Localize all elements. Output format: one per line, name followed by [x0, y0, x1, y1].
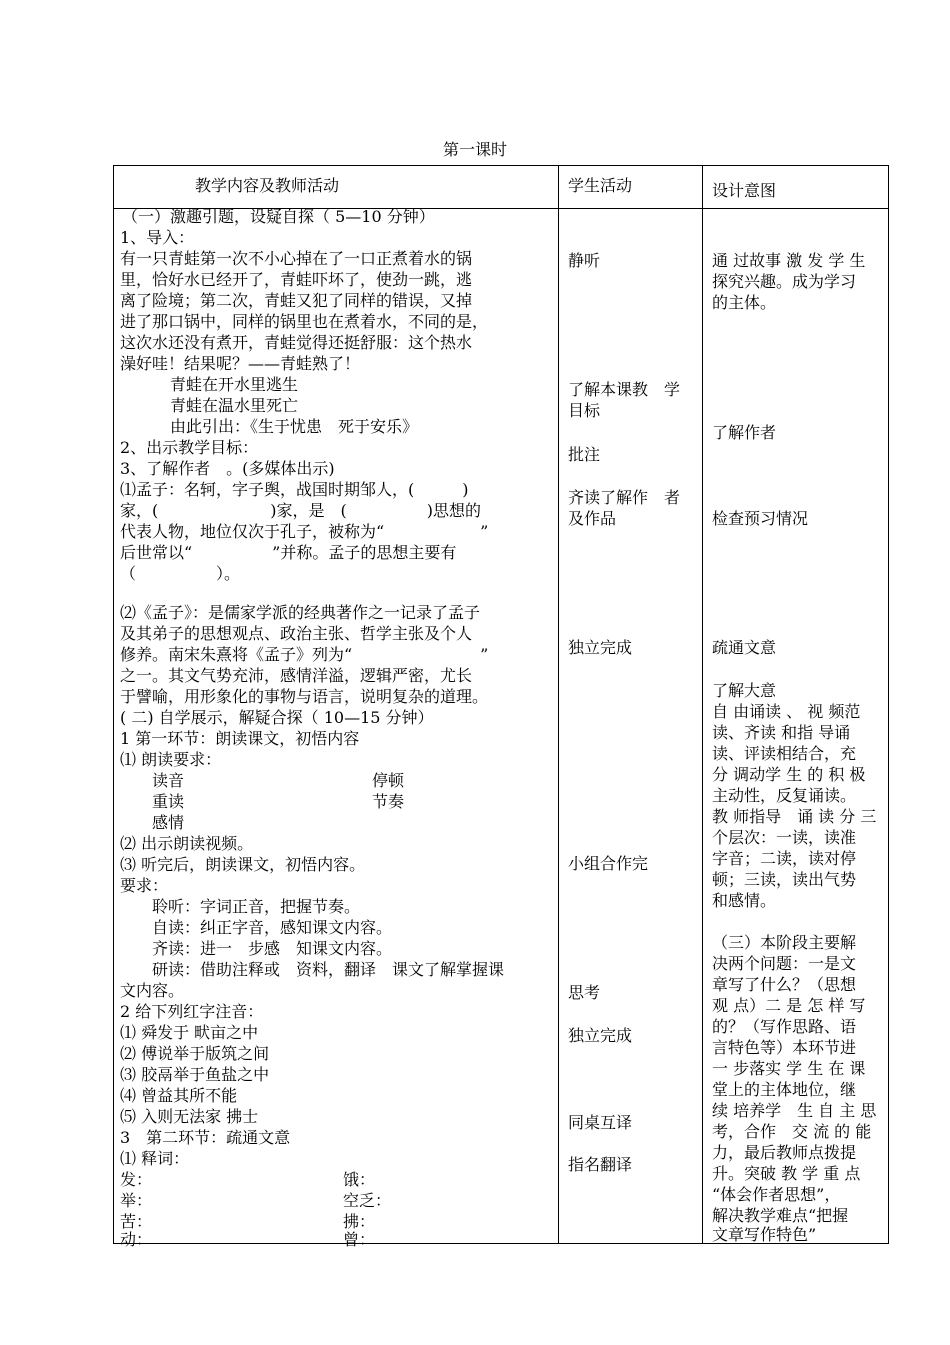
header-design-intent: 设计意图 — [712, 181, 777, 200]
study-read-line-2: 文内容。 — [120, 981, 185, 1000]
author-heading: 3、了解作者 。(多媒体出示) — [120, 459, 335, 478]
book-line-5: 于譬喻，用形象化的事物与语言，说明复杂的道理。 — [120, 687, 489, 706]
section-two-heading: ( 二) 自学展示，解疑合探（ 10—15 分钟） — [120, 708, 434, 727]
listen-read-line: ⑶ 听完后，朗读课文，初悟内容。 — [120, 855, 366, 874]
mencius-line-1: ⑴孟子：名轲，字子舆，战国时期邹人，( ) — [120, 480, 469, 499]
intro-heading: 1、导入： — [120, 228, 195, 247]
section-one-heading: （一）激趣引题，设疑自探（ 5—10 分钟） — [122, 207, 435, 226]
word-zeng: 曾： — [343, 1230, 376, 1249]
header-teaching-content: 教学内容及教师活动 — [195, 176, 340, 195]
book-line-3: 修养。南宋朱熹将《孟子》列为“ ” — [120, 645, 489, 664]
word-dong: 动： — [120, 1230, 153, 1249]
intent-line-14: 个层次：一读，读准 — [712, 828, 857, 847]
student-independent-2: 独立完成 — [568, 1026, 633, 1045]
header-student-activity: 学生活动 — [568, 176, 633, 195]
req-rhythm: 节奏 — [372, 792, 405, 811]
intent-line-2: 探究兴趣。成为学习 — [712, 272, 857, 291]
study-read-line-1: 研读：借助注释或 资料，翻译 课文了解掌握课 — [152, 960, 505, 979]
intent-line-26: 续 培养学 生 自 主 思 — [712, 1101, 877, 1120]
req-pronunciation: 读音 — [152, 771, 185, 790]
phonetic-item-2: ⑵ 傅说举于版筑之间 — [120, 1044, 270, 1063]
book-line-4: 之一。其文气势充沛，感情洋溢，逻辑严密，尤长 — [120, 666, 473, 685]
intent-line-29: 升。突破 教 学 重 点 — [712, 1164, 861, 1183]
mencius-line-4: 后世常以“ ”并称。孟子的思想主要有 — [120, 543, 457, 562]
book-line-2: 及其弟子的思想观点、政治主张、哲学主张及个人 — [120, 624, 473, 643]
self-read-line: 自读：纠正字音，感知课文内容。 — [152, 918, 393, 937]
table-border-left — [113, 165, 114, 1244]
word-e: 饿： — [343, 1170, 376, 1189]
intent-line-22: 的？（写作思路、语 — [712, 1017, 857, 1036]
intent-line-12: 主动性，反复诵读。 — [712, 786, 857, 805]
objectives-heading: 2、出示教学目标： — [120, 438, 259, 457]
table-column-divider-1 — [558, 165, 559, 1244]
student-author-1: 齐读了解作 者 — [568, 488, 681, 507]
lead-in-title-line: 由此引出：《生于忧患 死于安乐》 — [170, 417, 419, 436]
student-author-2: 及作品 — [568, 509, 617, 528]
intent-line-7: 了解大意 — [712, 681, 777, 700]
student-listen: 静听 — [568, 251, 601, 270]
frog-death-line: 青蛙在温水里死亡 — [170, 396, 299, 415]
page-title: 第一课时 — [442, 140, 507, 159]
intent-line-11: 分 调动学 生 的 积 极 — [712, 765, 866, 784]
req-stress: 重读 — [152, 792, 185, 811]
video-line: ⑵ 出示朗读视频。 — [120, 834, 254, 853]
student-objectives-1: 了解本课教 学 — [568, 380, 681, 399]
intent-line-31: 解决教学难点“把握 — [712, 1206, 849, 1225]
intent-line-30: “体会作者思想”， — [712, 1185, 841, 1204]
word-fu: 拂： — [343, 1212, 376, 1231]
intent-line-15: 字音；二读，读对停 — [712, 849, 857, 868]
table-border-right — [888, 165, 889, 1244]
word-kongfa: 空乏： — [343, 1191, 392, 1210]
intent-line-9: 读、齐读 和指 导诵 — [712, 723, 851, 742]
listen-line: 聆听：字词正音，把握节奏。 — [152, 897, 361, 916]
mencius-line-2: 家，( )家，是 ( )思想的 — [120, 501, 481, 520]
story-line-6: 澡好哇！结果呢？——青蛙熟了！ — [120, 354, 361, 373]
phonetic-item-3: ⑶ 胶鬲举于鱼盐之中 — [120, 1065, 270, 1084]
student-objectives-2: 目标 — [568, 401, 601, 420]
word-explain-label: ⑴ 释词： — [120, 1149, 190, 1168]
word-fa: 发： — [120, 1170, 153, 1189]
intent-line-1: 通 过故事 激 发 学 生 — [712, 251, 866, 270]
step-two-heading: 3 第二环节：疏通文意 — [120, 1128, 291, 1147]
word-ku: 苦： — [120, 1212, 153, 1231]
phonetic-item-5: ⑸ 入则无法家 拂士 — [120, 1107, 259, 1126]
intent-line-18: （三）本阶段主要解 — [712, 933, 857, 952]
intent-line-23: 言特色等）本环节进 — [712, 1038, 857, 1057]
reading-requirements: ⑴ 朗读要求： — [120, 750, 222, 769]
intent-author: 了解作者 — [712, 423, 777, 442]
intent-preview: 检查预习情况 — [712, 509, 809, 528]
story-line-3: 离了险境；第二次，青蛙又犯了同样的错误，又掉 — [120, 291, 473, 310]
story-line-2: 里，恰好水已经开了，青蛙吓坏了，使劲一跳，逃 — [120, 270, 473, 289]
student-think: 思考 — [568, 983, 601, 1002]
req-pause: 停顿 — [372, 771, 405, 790]
intent-line-8: 自 由诵读 、 视 频范 — [712, 702, 861, 721]
intent-line-17: 和感情。 — [712, 891, 777, 910]
requirements-label: 要求： — [120, 876, 169, 895]
group-read-line: 齐读：进一 步感 知课文内容。 — [152, 939, 393, 958]
req-emotion: 感情 — [152, 813, 185, 832]
intent-line-10: 读、评读相结合，充 — [712, 744, 857, 763]
table-column-divider-2 — [702, 165, 703, 1244]
phonetic-item-1: ⑴ 舜发于 畎亩之中 — [120, 1023, 259, 1042]
student-annotate: 批注 — [568, 445, 601, 464]
story-line-4: 进了那口锅中，同样的锅里也在煮着水，不同的是， — [120, 312, 489, 331]
student-pair-translate: 同桌互译 — [568, 1113, 633, 1132]
mencius-line-3: 代表人物，地位仅次于孔子，被称为“ ” — [120, 522, 489, 541]
student-group-work: 小组合作完 — [568, 854, 649, 873]
intent-line-3: 的主体。 — [712, 293, 777, 312]
intent-line-19: 决两个问题：一是文 — [712, 954, 857, 973]
table-border-top — [113, 165, 889, 166]
student-independent-1: 独立完成 — [568, 638, 633, 657]
intent-line-25: 堂上的主体地位，继 — [712, 1080, 857, 1099]
phonetic-heading: 2 给下列红字注音： — [120, 1002, 264, 1021]
student-named-translate: 指名翻译 — [568, 1155, 633, 1174]
intent-line-20: 章写了什么？（思想 — [712, 975, 857, 994]
intent-line-24: 一 步落实 学 生 在 课 — [712, 1059, 866, 1078]
story-line-5: 这次水还没有煮开，青蛙觉得还挺舒服：这个热水 — [120, 333, 473, 352]
word-ju: 举： — [120, 1191, 153, 1210]
intent-line-32: 文章写作特色” — [712, 1225, 817, 1244]
intent-line-28: 力，最后教师点拨提 — [712, 1143, 857, 1162]
step-one-heading: 1 第一环节：朗读课文，初悟内容 — [120, 729, 360, 748]
mencius-line-5: （ ）。 — [120, 564, 241, 583]
frog-escape-line: 青蛙在开水里逃生 — [170, 375, 299, 394]
book-line-1: ⑵《孟子》：是儒家学派的经典著作之一记录了孟子 — [120, 603, 481, 622]
intent-line-13: 教 师指导 诵 读 分 三 — [712, 807, 877, 826]
intent-line-27: 考，合作 交 流 的 能 — [712, 1122, 872, 1141]
phonetic-item-4: ⑷ 曾益其所不能 — [120, 1086, 238, 1105]
intent-line-16: 顿；三读，读出气势 — [712, 870, 857, 889]
story-line-1: 有一只青蛙第一次不小心掉在了一口正煮着水的锅 — [120, 249, 473, 268]
intent-meaning: 疏通文意 — [712, 638, 777, 657]
intent-line-21: 观 点）二 是 怎 样 写 — [712, 996, 866, 1015]
